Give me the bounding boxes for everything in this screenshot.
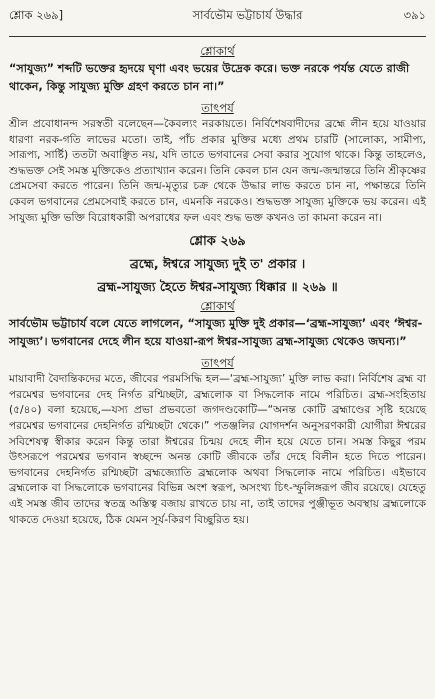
verse-line-2: ব্রহ্ম-সাযুজ্য হৈতে ঈশ্বর-সাযুজ্য ধিক্কার ॥ ২৬৯ ॥	[97, 279, 338, 295]
section-heading-translation: শ্লোকার্থ	[200, 44, 235, 58]
section-heading-purport-2: তাৎপর্য	[201, 356, 234, 371]
verse-reference: শ্লোক ২৬৯]	[9, 8, 64, 22]
verse-line-1: ব্রহ্মে, ঈশ্বরে সাযুজ্য দুই ত' প্রকার ।	[129, 256, 306, 272]
section-heading-translation-2: শ্লোকার্থ	[200, 299, 235, 314]
translation-text: “সাযুজ্য” শব্দটি ভক্তের হৃদয়ে ঘৃণা এবং ভয়ের উদ্রেক করে। ভক্ত নরকে পর্যন্ত যেতে রাজী থাকেন, কিন্তু সাযুজ্য মুক্তি গ্রহণ করতে চান না।”	[9, 62, 410, 93]
purport-paragraph: শ্রীল প্রবোধানন্দ সরস্বতী বলেছেন—কৈবল্যং নরকায়তে। নির্বিশেষবাদীদের ব্রহ্মে লীন হয়ে যাওয়ার ধারণা নরক-গতি লাভের মতো। তাই, পাঁচ প্রকার মুক্তির মধ্যে প্রথম চারটি (সালোক্য, সামীপ্য, সারূপ্য, সার্ষ্টি) ততটা অবাঞ্ছিত নয়, যদি তাতে ভগবানের সেবা করার সুযোগ থাকে। কিন্তু তাহলেও, শুদ্ধভক্ত সেই সমস্ত মুক্তিকেও প্রত্যাখ্যান করেন। তিনি কেবল চান যেন জন্ম-জন্মান্তরে তিনি শ্রীকৃষ্ণের প্রেমসেবা করতে পারেন। তিনি জন্ম-মৃত্যুর চক্র থেকে উদ্ধার লাভ করতে চান না, পক্ষান্তরে তিনি কেবল ভগবানের প্রেমসেবাই করতে চান, এমনকি নরকেও। শুদ্ধভক্ত সাযুজ্য মুক্তিকে ভয় করেন। এই সাযুজ্য মুক্তি ভক্তি বিরোধকারী অপরাধের ফল এবং শুদ্ধ ভক্ত কখনও তা কামনা করেন না।	[9, 118, 426, 224]
purport-paragraph-2: মায়াবাদী বৈদান্তিকদের মতে, জীবের পরমসিদ্ধি হল—‘ব্রহ্ম-সাযুজ্য’ মুক্তি লাভ করা। নির্বিশেষ ব্রহ্ম বা পরমেশ্বর ভগবানের দেহ নির্গত রশ্মিচ্ছটা, ব্রহ্মলোক বা সিদ্ধলোক নামে পরিচিত। ব্রহ্ম-সংহিতায় (৫/৪০) বলা হয়েছে,—যস্য প্রভা প্রভবতো জগদণ্ডকোটি—“অনন্ত কোটি ব্রহ্মাণ্ডের সৃষ্টি হয়েছে পরমেশ্বর ভগবানের দেহনির্গত রশ্মিচ্ছটা থেকে।” পতঞ্জলির যোগদর্শন অনুসরণকারী যোগীরা ঈশ্বরের সবিশেষত্ব স্বীকার করেন কিন্তু তারা ঈশ্বরের চিন্ময় দেহে লীন হয়ে যেতে চান। সমস্ত কিছুর পরম উৎসরূপে পরমেশ্বর ভগবান স্বচ্ছন্দে অনন্ত কোটি জীবকে তাঁর দেহে বিলীন হতে দিতে পারেন। ভগবানের দেহনির্গত রশ্মিচ্ছটা ব্রহ্মজ্যোতি ব্রহ্মলোক অথবা সিদ্ধলোক নামে পরিচিত। এইভাবে ব্রহ্মলোক বা সিদ্ধলোকে ভগবানের বিভিন্ন অংশ স্বরূপ, অসংখ্য চিৎ-স্ফুলিঙ্গরূপ জীব রয়েছে। যেহেতু এই সমস্ত জীব তাদের স্বতন্ত্র অস্তিত্ব বজায় রাখতে চায় না, তাই তাদের পুঞ্জীভূত অবস্থায় ব্রহ্মলোকে থাকতে দেওয়া হয়েছে, ঠিক যেমন সূর্য-কিরণ বিচ্ছুরিত হয়।	[9, 373, 426, 526]
section-heading-purport: তাৎপর্য	[201, 101, 234, 115]
chapter-title: সার্বভৌম ভট্টাচার্য উদ্ধার	[192, 8, 303, 22]
verse-number-title: শ্লোক ২৬৯	[189, 234, 246, 250]
page-number: ৩৯১	[403, 8, 426, 22]
translation-text-2: সার্বভৌম ভট্টাচার্য বলে যেতে লাগলেন, “সাযুজ্য মুক্তি দুই প্রকার—‘ব্রহ্ম-সাযুজ্য’ এবং ‘ঈশ্বর-সাযুজ্য’। ভগবানের দেহে লীন হয়ে যাওয়া-রূপ ঈশ্বর-সাযুজ্য ব্রহ্ম-সাযুজ্য থেকেও জঘন্য।”	[9, 317, 423, 349]
running-header	[9, 6, 426, 37]
